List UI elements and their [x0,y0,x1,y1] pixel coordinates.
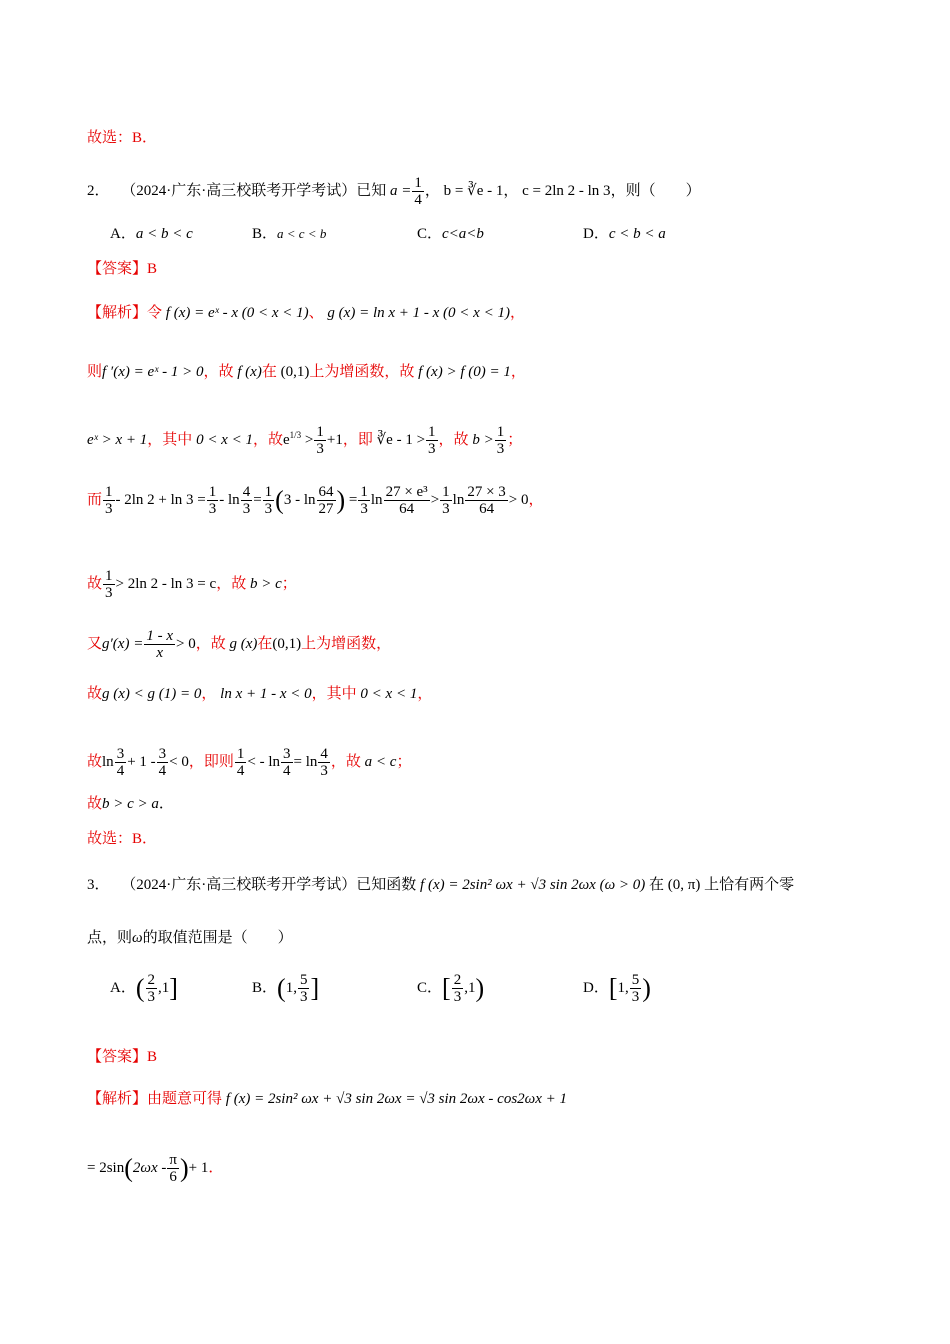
q3-analysis-line1: 【解析】由题意可得 f (x) = 2sin² ωx + √3 sin 2ωx = √3 sin 2ωx - cos2ωx + 1 [87,1091,568,1107]
q3-func: f (x) = 2sin² ωx + √3 sin 2ωx (ω > 0) [420,877,646,893]
q3-answer: 【答案】B [87,1049,158,1065]
q2-given-a-frac: $\frac{1}{4}$ [414,175,422,208]
q2-option-d: D．c < b < a [583,226,666,242]
q2-analysis-tag: 【解析】 [87,305,148,321]
q2-analysis-line4: 而 $\frac{1}{3}$ - 2ln 2 + ln 3 = $\frac{1}{3}$ - ln $\frac{4}{3}$ = $\frac{1}{3}$ (3 - ln $\frac{64}{27}$ ) = $\frac{1}{3}$ ln $\frac{\text{27 × e³}}{64}$ > $\frac{1}{3}$ ln $\frac{27 \times 3}{64}$ > 0， [87,484,544,517]
q2-answer: 【答案】B [87,261,158,277]
q2-option-c: C．c<a<b [417,226,484,242]
q2-source: （2024·广东·高三校联考开学考试） [121,182,357,199]
q2-conclusion: 故选：B． [87,831,158,847]
q2-given-c: c = 2ln 2 - ln 3 [522,182,611,199]
q2-given-a-lhs: a = [390,182,412,199]
q2-given-b: b = ∛e - 1 [443,182,504,199]
q2-option-a: A．a < b < c [110,226,193,242]
q2-func-g: g (x) = ln x + 1 - x (0 < x < 1) [327,305,510,321]
q3-option-a: A．( $\frac{2}{3}$ ,1] [110,972,178,1005]
q3-option-c: C．[ $\frac{2}{3}$ ,1) [417,972,485,1005]
q2-stem-suffix: ，则（ ） [610,182,701,199]
q2-analysis-line1: 【解析】令 f (x) = eˣ - x (0 < x < 1)、 g (x) = ln x + 1 - x (0 < x < 1)， [87,305,525,321]
q2-stem: 2． （2024·广东·高三校联考开学考试）已知 a = $\frac{1}{4}$ ， b = ∛e - 1， c = 2ln 2 - ln 3，则（ ） [87,175,701,208]
q2-func-f: f (x) = eˣ - x (0 < x < 1) [165,305,309,321]
q3-analysis-tag: 【解析】 [87,1091,148,1107]
q2-analysis-line8: 故ln $\frac{3}{4}$ + 1 - $\frac{3}{4}$ < 0，即则 $\frac{1}{4}$ < - ln $\frac{3}{4}$ = ln $\frac{4}{3}$ ，故 a < c； [87,746,412,779]
q2-analysis-line5: 故 $\frac{1}{3}$ > 2ln 2 - ln 3 = c，故 b > c； [87,568,297,601]
q3-stem-line2: 点，则ω的取值范围是（ ） [87,930,293,946]
q3-source: （2024·广东·高三校联考开学考试） [121,877,357,893]
q3-option-d: D．[1, $\frac{5}{3}$ ) [583,972,651,1005]
q2-analysis-line6: 又g′(x) = $\frac{1 - x}{x}$ > 0，故 g (x)在(0,1)上为增函数， [87,628,392,661]
q2-analysis-line3: eˣ > x + 1，其中 0 < x < 1，故$e^{1/3}$ > $\frac{1}{3}$ +1，即 ∛e - 1 > $\frac{1}{3}$ ，故 b > $\frac{1}{3}$ ； [87,424,523,457]
q3-option-b: B．(1, $\frac{5}{3}$ ] [252,972,320,1005]
q2-option-b: B．a < c < b [252,226,327,242]
q2-stem-prefix: 已知 [356,182,387,199]
prev-conclusion: 故选：B． [87,130,158,146]
q2-analysis-line2: 则f ′(x) = eˣ - 1 > 0，故 f (x)在 (0,1)上为增函数，故 f (x) > f (0) = 1， [87,364,526,380]
q3-stem-line1: 3． （2024·广东·高三校联考开学考试）已知函数 f (x) = 2sin² ωx + √3 sin 2ωx (ω > 0) 在 (0, π) 上恰有两个零 [87,877,795,893]
q2-analysis-line9: 故b > c > a． [87,796,174,812]
q3-number: 3． [87,877,110,893]
q2-number: 2． [87,182,110,199]
q2-analysis-line7: 故g (x) < g (1) = 0， ln x + 1 - x < 0，其中 0 < x < 1， [87,686,433,702]
q3-analysis-line2: = 2sin(2ωx - $\frac{\pi}{6}$ )+ 1． [87,1152,224,1185]
